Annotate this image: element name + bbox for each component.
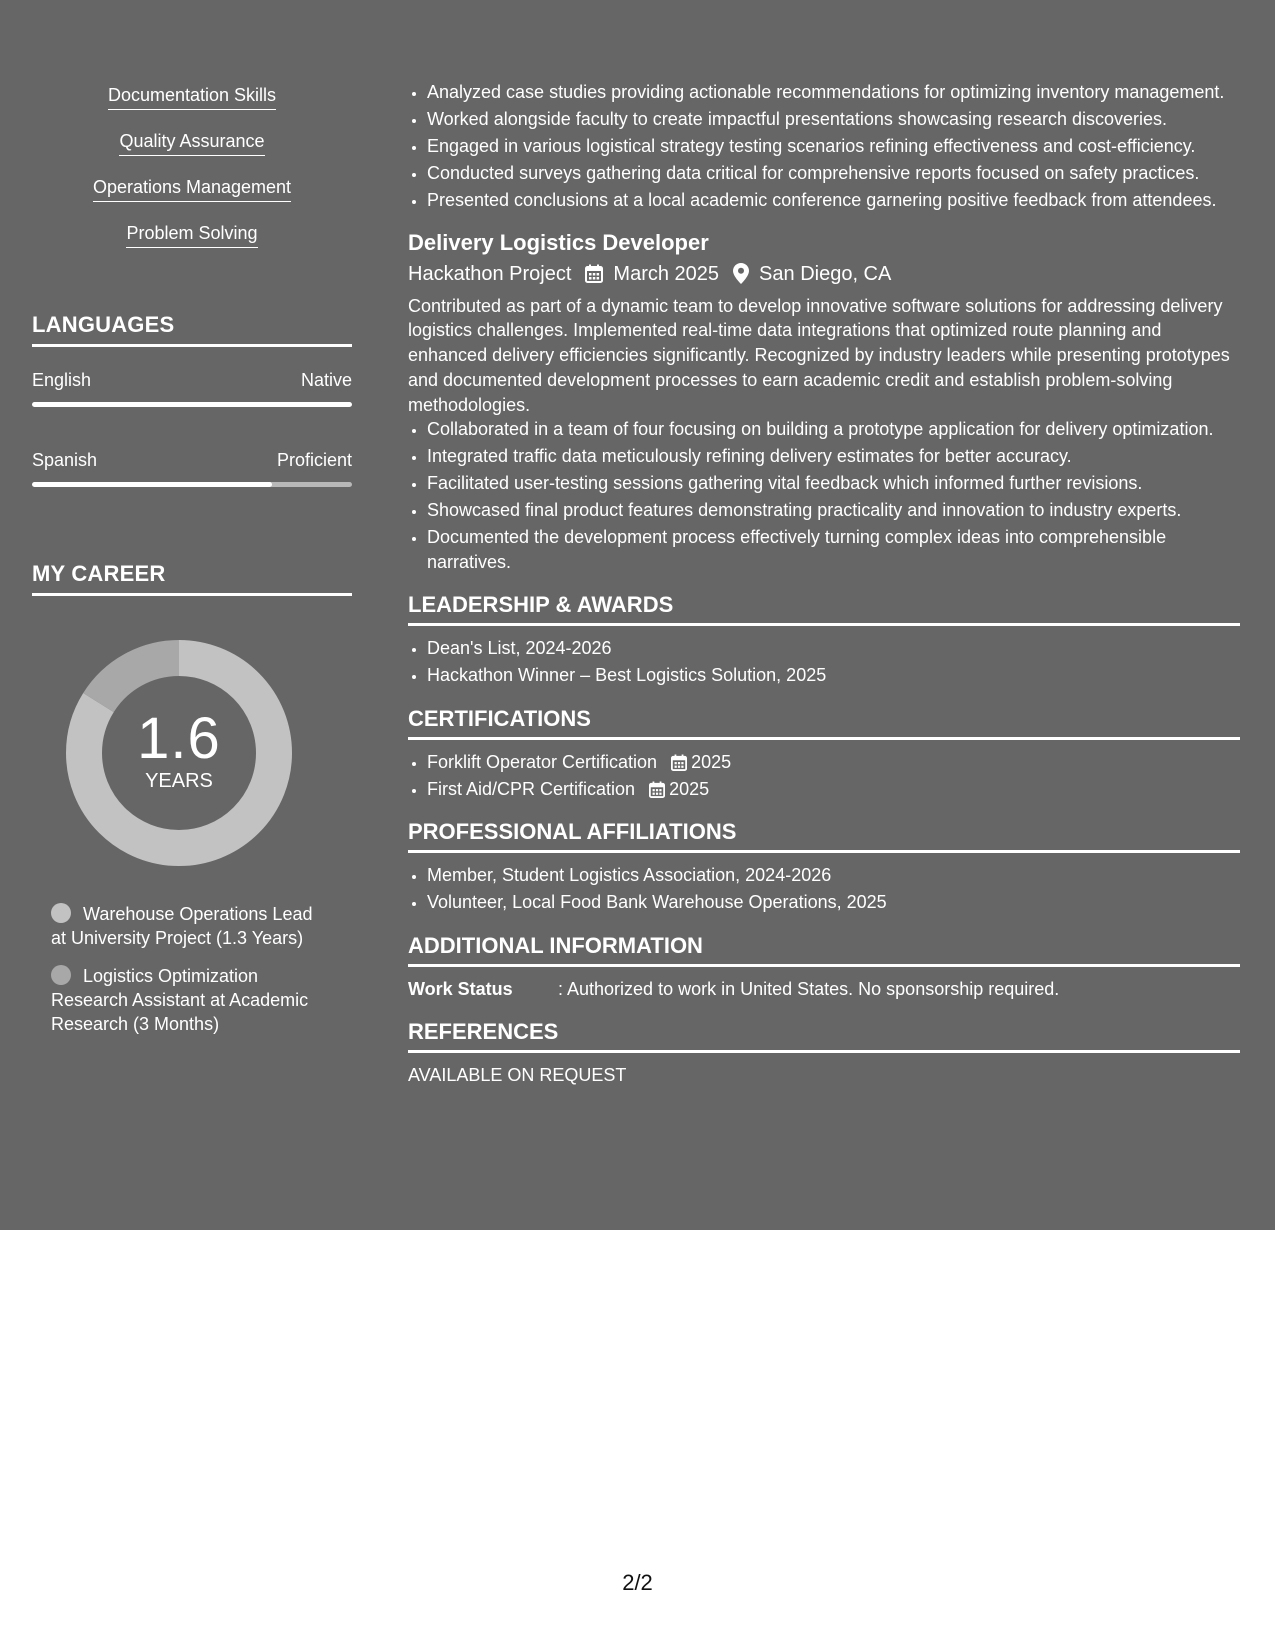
years-label: YEARS: [145, 770, 213, 792]
work-status-value: : Authorized to work in United States. No sponsorship required.: [558, 978, 1060, 999]
language-level: Proficient: [276, 450, 352, 470]
references-heading: REFERENCES: [408, 1019, 1240, 1053]
work-status-row: [408, 977, 1240, 1001]
cert-year: 2025: [691, 751, 732, 772]
list-item: • Facilitated user-testing sessions gathering vital feedback which informed further revisions.: [427, 471, 1240, 496]
skill-item: Problem Solving: [126, 222, 257, 248]
main-content: [408, 80, 1240, 1087]
language-proficiency-bar: [32, 482, 352, 487]
list-item: • Presented conclusions at a local academic conference garnering positive feedback from attendees.: [427, 188, 1240, 213]
list-item: • Analyzed case studies providing actionable recommendations for optimizing inventory management.: [427, 80, 1240, 105]
career-legend: [51, 902, 331, 1036]
leadership-heading: LEADERSHIP & AWARDS: [408, 592, 1240, 626]
references-text: AVAILABLE ON REQUEST: [408, 1064, 627, 1085]
list-item: • Member, Student Logistics Association, 2024-2026: [427, 863, 1240, 888]
job-date: March 2025: [613, 262, 720, 285]
language-name: English: [32, 370, 92, 390]
page-number: 2/2: [622, 1570, 653, 1595]
legend-dot-icon: [51, 965, 71, 985]
affiliations-heading: PROFESSIONAL AFFILIATIONS: [408, 819, 1240, 853]
list-item: • Collaborated in a team of four focusing on building a prototype application for delivery optimization.: [427, 417, 1240, 442]
job-location: San Diego, CA: [759, 262, 892, 285]
job-meta: [408, 261, 1240, 287]
language-proficiency-fill: [32, 482, 272, 487]
work-status-label: Work Status: [408, 978, 513, 999]
language-proficiency-bar: [32, 402, 352, 407]
job-description: Contributed as part of a dynamic team to develop innovative software solutions for addressing delivery logistics challenges. Implemented real-time data integrations that optimized route planning and enhanced delivery efficiencies significantly. Recognized by industry leaders while presenting prototypes and documented development processes to earn academic credit and establish problem-solving methodologies.: [408, 295, 1230, 415]
list-item: • Dean's List, 2024-2026: [427, 636, 1240, 661]
list-item: [427, 777, 1240, 802]
list-item: • Integrated traffic data meticulously refining delivery estimates for better accuracy.: [427, 444, 1240, 469]
language-proficiency-fill: [32, 402, 352, 407]
location-pin-icon: [733, 263, 749, 284]
skill-item: Documentation Skills: [108, 84, 276, 110]
list-item: • Engaged in various logistical strategy testing scenarios refining effectiveness and cost-efficiency.: [427, 134, 1240, 159]
job-title: Delivery Logistics Developer: [408, 229, 709, 255]
calendar-icon: [671, 754, 687, 771]
calendar-icon: [649, 781, 665, 798]
language-spanish: [32, 449, 352, 487]
language-level: Native: [300, 370, 352, 390]
certifications-list: [408, 750, 1240, 802]
skills-list: [32, 84, 352, 268]
experience-bullets: [408, 80, 1240, 213]
list-item: • Documented the development process effectively turning complex ideas into comprehensible narratives.: [427, 525, 1240, 574]
certifications-heading: CERTIFICATIONS: [408, 706, 1240, 740]
cert-name: • First Aid/CPR Certification: [427, 778, 636, 799]
sidebar: [32, 84, 352, 1050]
cert-year: 2025: [669, 778, 710, 799]
total-years: 1.6: [137, 706, 221, 771]
languages-heading: LANGUAGES: [32, 312, 352, 347]
additional-info-heading: ADDITIONAL INFORMATION: [408, 933, 1240, 967]
affiliations-list: [408, 863, 1240, 915]
career-legend-item: [51, 902, 331, 950]
list-item: • Showcased final product features demonstrating practicality and innovation to industry experts.: [427, 498, 1240, 523]
language-english: [32, 369, 352, 407]
list-item: • Conducted surveys gathering data critical for comprehensive reports focused on safety practices.: [427, 161, 1240, 186]
job-bullets: [408, 417, 1240, 574]
career-legend-item: [51, 964, 331, 1036]
job-company: Hackathon Project: [408, 262, 572, 285]
cert-name: • Forklift Operator Certification: [427, 751, 658, 772]
language-name: Spanish: [32, 450, 98, 470]
list-item: • Volunteer, Local Food Bank Warehouse Operations, 2025: [427, 890, 1240, 915]
skill-item: Quality Assurance: [119, 130, 264, 156]
career-legend-label: Logistics Optimization Research Assistant at Academic Research (3 Months): [51, 966, 309, 1034]
skill-item: Operations Management: [93, 176, 291, 202]
career-donut-chart: [66, 640, 292, 866]
list-item: • Worked alongside faculty to create impactful presentations showcasing research discoveries.: [427, 107, 1240, 132]
career-heading: MY CAREER: [32, 561, 352, 596]
list-item: [427, 750, 1240, 775]
leadership-list: [408, 636, 1240, 688]
career-legend-label: Warehouse Operations Lead at University Project (1.3 Years): [51, 904, 313, 948]
calendar-icon: [585, 264, 603, 283]
legend-dot-icon: [51, 903, 71, 923]
list-item: • Hackathon Winner – Best Logistics Solution, 2025: [427, 663, 1240, 688]
